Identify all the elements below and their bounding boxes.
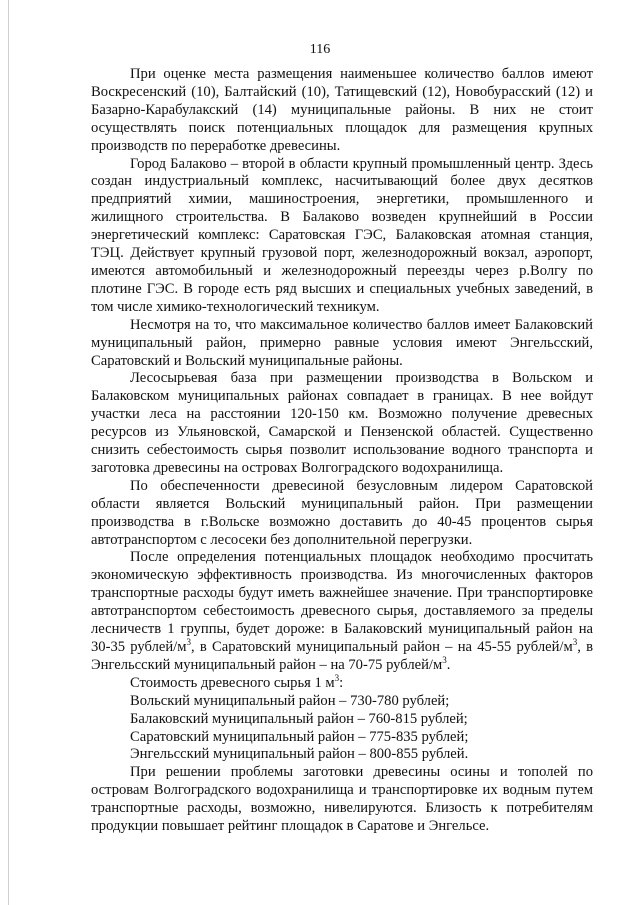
- text-run: :: [339, 674, 344, 691]
- paragraph: Несмотря на то, что максимальное количество баллов имеет Балаковский муниципальный район, примерно равные условия имеют Энгельсский, Саратовский и Вольский муниципальные районы.: [91, 316, 593, 369]
- page-number: 116: [309, 42, 331, 57]
- paragraph: По обеспеченности древесиной безусловным лидером Саратовской области является Вольский муниципальный район. При размещении производства в г.Вольске возможно доставить до 40-45 процентов сырья автотранспортом с лесосеки без дополнительной перегрузки.: [91, 477, 593, 548]
- paragraph: Город Балаково – второй в области крупный промышленный центр. Здесь создан индустриальный комплекс, насчитывающий более двух десятков предприятий химии, машиностроения, энергетики, промышленного и жилищного строительства. В Балаково возведен крупнейший в России энергетический комплекс: Саратовская ГЭС, Балаковская атомная станция, ТЭЦ. Действует крупный грузовой порт, железнодорожный вокзал, аэропорт, имеются автомобильный и железнодорожный переезды через р.Волгу по плотине ГЭС. В городе есть ряд высших и специальных учебных заведений, в том числе химико-технологический техникум.: [91, 155, 593, 315]
- text-run: После определения потенциальных площадок необходимо просчитать экономическую эффективность производства. Из многочисленных факторов транспортные расходы будут иметь важнейшее значение. При транспортировке автотранспортом себестоимость древесного сырья, доставляемого за пределы лесничеств 1 группы, будет дороже: в Балаковский муниципальный район на 30-35 рублей/м: [91, 549, 593, 655]
- text-run: , в Энгельсский муниципальный район – на 70-75 рублей/м: [91, 639, 594, 673]
- superscript: 3: [572, 637, 578, 648]
- cost-item: Энгельсский муниципальный район – 800-855 рублей.: [130, 746, 469, 763]
- document-body: [91, 66, 593, 836]
- scan-edge: [8, 0, 9, 905]
- superscript: 3: [334, 672, 340, 683]
- paragraph: При решении проблемы заготовки древесины осины и тополей по островам Волгоградского водохранилища и транспортировке их водным путем транспортные расходы, возможно, нивелируются. Близость к потребителям продукции повышает рейтинг площадок в Саратове и Энгельсе.: [91, 764, 593, 835]
- paragraph-transport-costs: [91, 549, 593, 674]
- paragraph: При оценке места размещения наименьшее количество баллов имеют Воскресенский (10), Балтайский (10), Татищевский (12), Новобурасский (12) и Базарно-Карабулакский (14) муниципальные районы. В них не стоит осуществлять поиск потенциальных площадок для размещения крупных производств по переработке древесины.: [91, 66, 593, 154]
- text-run: , в Саратовский муниципальный район – на 45-55 рублей/м: [190, 639, 573, 655]
- paragraph: Лесосырьевая база при размещении производства в Вольском и Балаковском муниципальных районах совпадает в границах. В нее войдут участки леса на расстоянии 120-150 км. Возможно получение древесных ресурсов из Ульяновской, Самарской и Пензенской областей. Существенно снизить себестоимость сырья позволит использование водного транспорта и заготовка древесины на островах Волгоградского водохранилища.: [91, 370, 593, 476]
- text-run: .: [446, 656, 451, 673]
- cost-item: Саратовский муниципальный район – 775-835 рублей;: [130, 728, 469, 745]
- cost-item: Вольский муниципальный район – 730-780 рублей;: [130, 692, 450, 709]
- cost-intro: [91, 672, 593, 693]
- cost-item: Балаковский муниципальный район – 760-815 рублей;: [130, 710, 468, 727]
- superscript: 3: [442, 655, 447, 666]
- superscript: 3: [186, 637, 191, 648]
- text-run: Стоимость древесного сырья 1 м: [130, 674, 335, 691]
